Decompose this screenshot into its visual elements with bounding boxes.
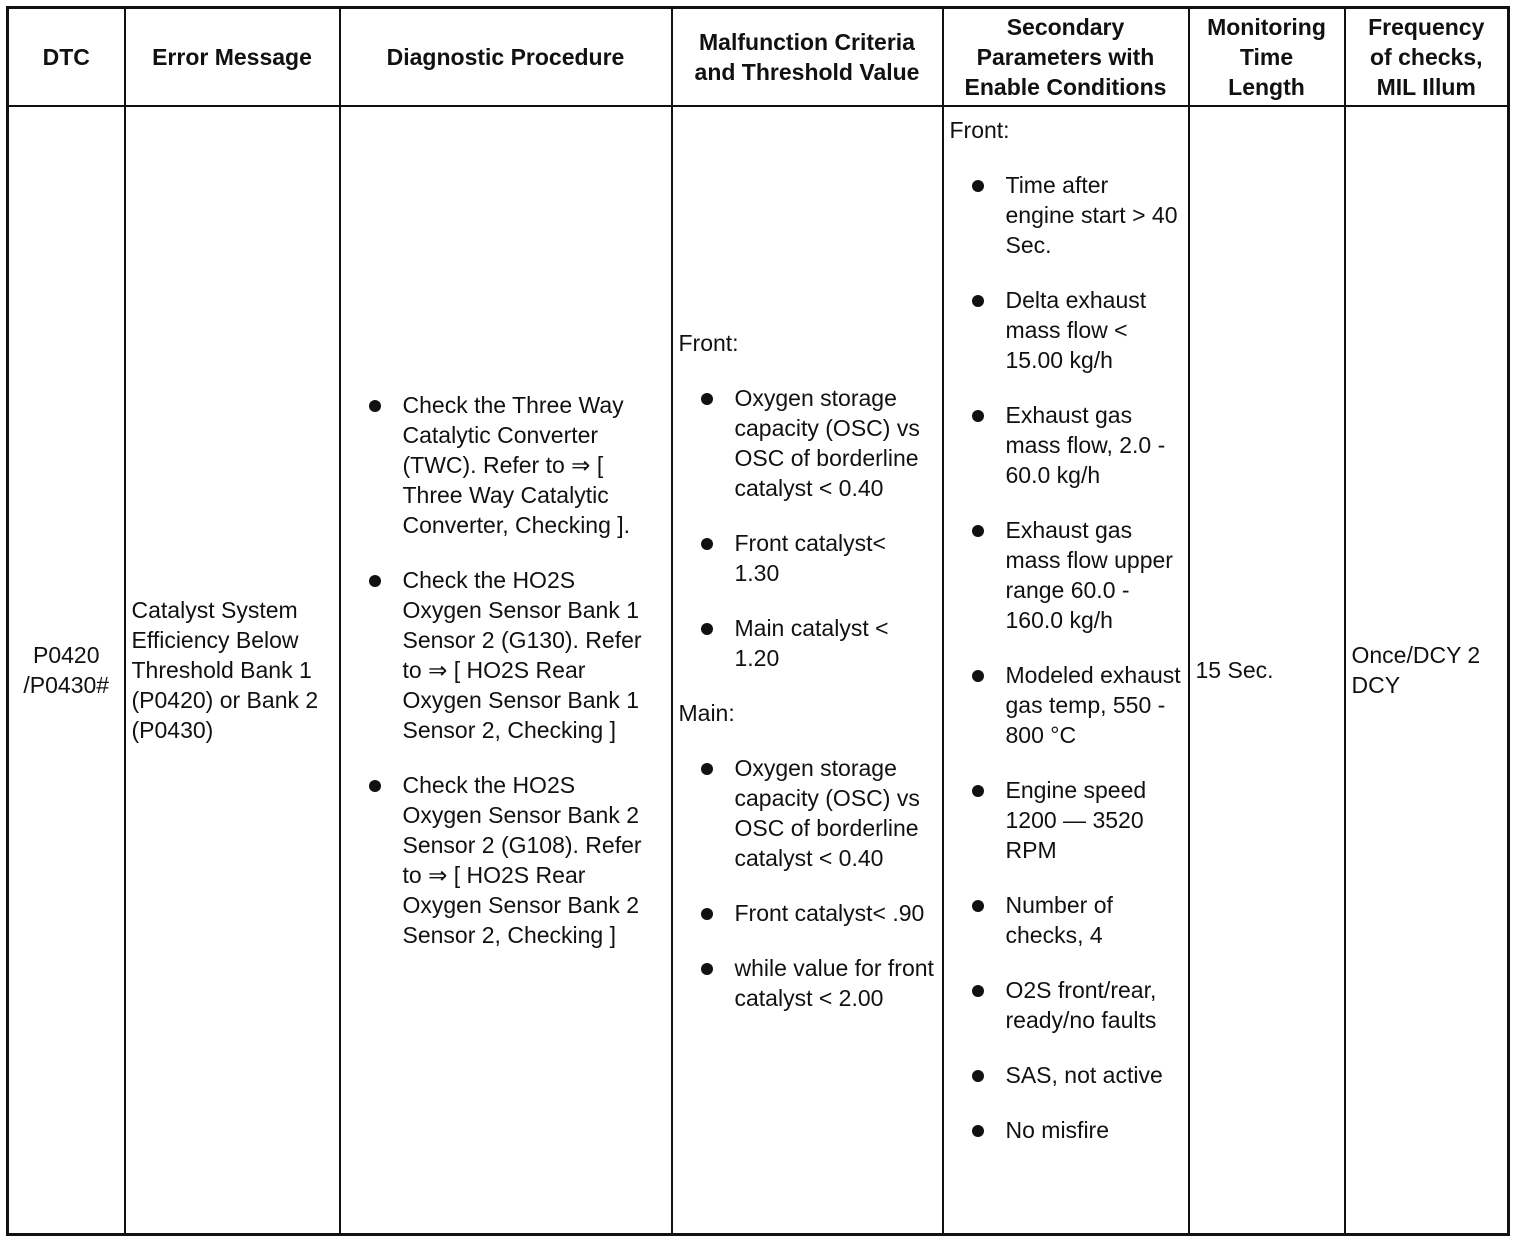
list-item: No misfire (950, 1115, 1182, 1145)
malfunction-front-list (679, 383, 936, 673)
list-item: Oxygen storage capacity (OSC) vs OSC of borderline catalyst < 0.40 (679, 383, 936, 503)
table-row (8, 106, 1509, 1235)
list-item: Number of checks, 4 (950, 890, 1182, 950)
header-dtc: DTC (8, 8, 125, 107)
malfunction-main-label: Main: (678, 699, 735, 726)
diagnostic-procedure-list (347, 390, 661, 950)
dtc-cell (8, 106, 125, 1235)
list-item: SAS, not active (950, 1060, 1182, 1090)
list-item: Engine speed 1200 — 3520 RPM (950, 775, 1182, 865)
list-item: Delta exhaust mass flow < 15.00 kg/h (950, 285, 1182, 375)
secondary-parameters-cell (943, 106, 1189, 1235)
monitoring-time-cell (1189, 106, 1345, 1235)
secondary-parameters-list (950, 170, 1182, 1145)
list-item: Check the Three Way Catalytic Converter (TWC). Refer to ⇒ [ Three Way Catalytic Converter, Checking ]. (347, 390, 661, 540)
list-item: while value for front catalyst < 2.00 (679, 953, 936, 1013)
header-monitoring-time: Monitoring Time Length (1189, 8, 1345, 107)
list-item: Time after engine start > 40 Sec. (950, 170, 1182, 260)
list-item: Check the HO2S Oxygen Sensor Bank 1 Sensor 2 (G130). Refer to ⇒ [ HO2S Rear Oxygen Sensor Bank 1 Sensor 2, Checking ] (347, 565, 661, 745)
list-item: Check the HO2S Oxygen Sensor Bank 2 Sensor 2 (G108). Refer to ⇒ [ HO2S Rear Oxygen Sensor Bank 2 Sensor 2, Checking ] (347, 770, 661, 950)
header-secondary-parameters: Secondary Parameters with Enable Conditions (943, 8, 1189, 107)
header-row (8, 8, 1509, 107)
header-frequency: Frequency of checks, MIL Illum (1345, 8, 1509, 107)
list-item: Front catalyst< 1.30 (679, 528, 936, 588)
list-item: Front catalyst< .90 (679, 898, 936, 928)
malfunction-main-list (679, 753, 936, 1013)
list-item: Modeled exhaust gas temp, 550 - 800 °C (950, 660, 1182, 750)
secondary-front-label: Front: (949, 117, 1010, 143)
list-item: Main catalyst < 1.20 (679, 613, 936, 673)
dtc-code-line1: P0420 (32, 642, 100, 668)
header-error-message: Error Message (125, 8, 340, 107)
dtc-code-line2: /P0430# (23, 672, 110, 698)
error-message-text: Catalyst System Efficiency Below Threshold Bank 1 (P0420) or Bank 2 (P0430) (131, 597, 319, 743)
malfunction-front-label: Front: (678, 329, 739, 356)
list-item: Exhaust gas mass flow upper range 60.0 - 160.0 kg/h (950, 515, 1182, 635)
diagnostic-procedure-cell (340, 106, 672, 1235)
frequency-text: Once/DCY 2 DCY (1351, 642, 1481, 698)
list-item: O2S front/rear, ready/no faults (950, 975, 1182, 1035)
error-message-cell (125, 106, 340, 1235)
list-item: Exhaust gas mass flow, 2.0 - 60.0 kg/h (950, 400, 1182, 490)
list-item: Oxygen storage capacity (OSC) vs OSC of borderline catalyst < 0.40 (679, 753, 936, 873)
frequency-cell (1345, 106, 1509, 1235)
header-malfunction-criteria: Malfunction Criteria and Threshold Value (672, 8, 943, 107)
monitoring-time-text: 15 Sec. (1195, 657, 1274, 683)
header-diagnostic-procedure: Diagnostic Procedure (340, 8, 672, 107)
dtc-table (6, 6, 1510, 1236)
malfunction-criteria-cell (672, 106, 943, 1235)
